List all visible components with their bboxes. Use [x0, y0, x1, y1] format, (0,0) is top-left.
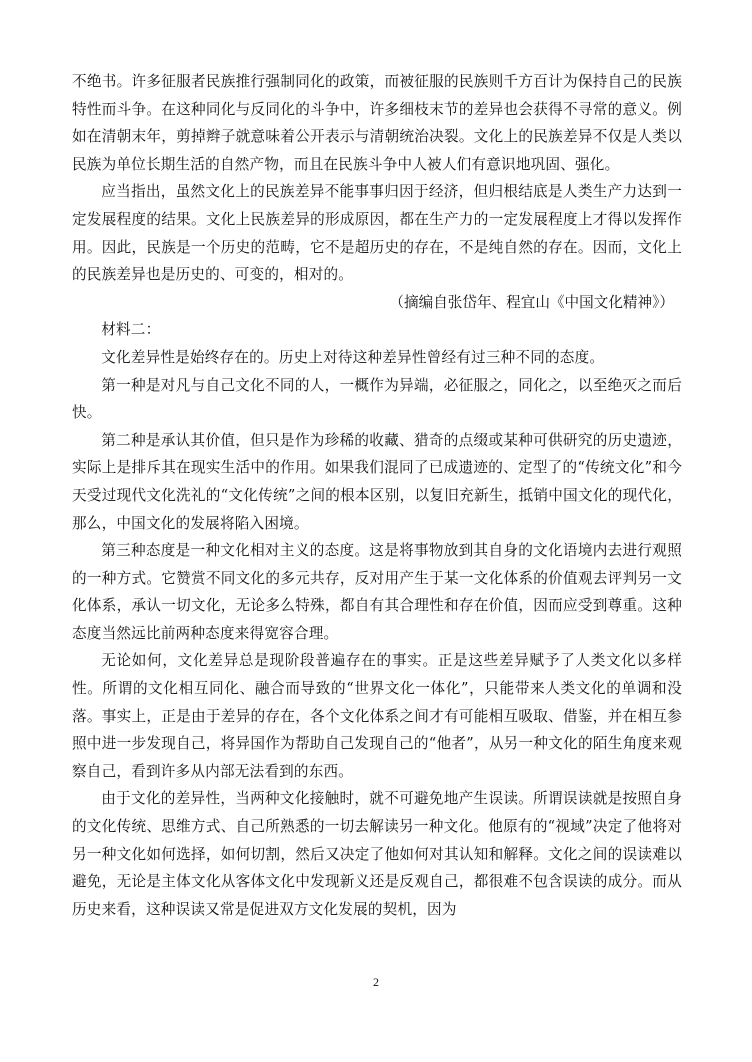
paragraph-third-attitude: 第三种态度是一种文化相对主义的态度。这是将事物放到其自身的文化语境内去进行观照的一种方式。它赞赏不同文化的多元共存，反对用产生于某一文化体系的价值观去评判另一文化体系，承认一切文化，无论多么特殊，都自有其合理性和存在价值，因而应受到尊重。这种态度当然远比前两种态度来得宽容合理。	[72, 542, 682, 642]
paragraph-three-attitudes: 文化差异性是始终存在的。历史上对待这种差异性曾经有过三种不同的态度。	[101, 348, 605, 366]
material-two-heading: 材料二：	[101, 321, 161, 339]
paragraph-second-attitude: 第二种是承认其价值，但只是作为珍稀的收藏、猎奇的点缀或某种可供研究的历史遗迹，实际上是排斥其在现实生活中的作用。如果我们混同了已成遗迹的、定型了的“传统文化”和今天受过现代文化洗礼的“文化传统”之间的根本区别，以复旧充新生，抵销中国文化的现代化，那么，中国文化的发展将陷入困境。	[72, 431, 682, 532]
paragraph-misreading: 由于文化的差异性，当两种文化接触时，就不可避免地产生误读。所谓误读就是按照自身的文化传统、思维方式、自己所熟悉的一切去解读另一种文化。他原有的“视域”决定了他将对另一种文化如何选择，如何切割，然后又决定了他如何对其认知和解释。文化之间的误读难以避免，无论是主体文化从客体文化中发现新义还是反观自己，都很难不包含误读的成分。而从历史来看，这种误读又常是促进双方文化发展的契机，因为	[72, 790, 682, 918]
page-number: 2	[373, 975, 379, 989]
document-body	[72, 68, 682, 923]
paragraph-continuation: 不绝书。许多征服者民族推行强制同化的政策，而被征服的民族则千方百计为保持自己的民族特性而斗争。在这种同化与反同化的斗争中，许多细枝末节的差异也会获得不寻常的意义。例如在清朝末年，剪掉辫子就意味着公开表示与清朝统治决裂。文化上的民族差异不仅是人类以民族为单位长期生活的自然产物，而且在民族斗争中人被人们有意识地巩固、强化。	[72, 73, 682, 173]
source-citation: （摘编自张岱年、程宜山《中国文化精神》）	[389, 293, 674, 311]
paragraph-economic-cause: 应当指出，虽然文化上的民族差异不能事事归因于经济，但归根结底是人类生产力达到一定发展程度的结果。文化上民族差异的形成原因，都在生产力的一定发展程度上才得以发挥作用。因此，民族是一个历史的范畴，它不是超历史的存在，不是纯自然的存在。因而，文化上的民族差异也是历史的、可变的，相对的。	[72, 183, 682, 284]
paragraph-diversity: 无论如何，文化差异总是现阶段普遍存在的事实。正是这些差异赋予了人类文化以多样性。所谓的文化相互同化、融合而导致的“世界文化一体化”，只能带来人类文化的单调和没落。事实上，正是由于差异的存在，各个文化体系之间才有可能相互吸取、借鉴，并在相互参照中进一步发现自己，将异国作为帮助自己发现自己的“他者”，从另一种文化的陌生角度来观察自己，看到许多从内部无法看到的东西。	[72, 652, 682, 780]
paragraph-first-attitude: 第一种是对凡与自己文化不同的人，一概作为异端，必征服之，同化之，以至绝灭之而后快。	[72, 376, 682, 422]
